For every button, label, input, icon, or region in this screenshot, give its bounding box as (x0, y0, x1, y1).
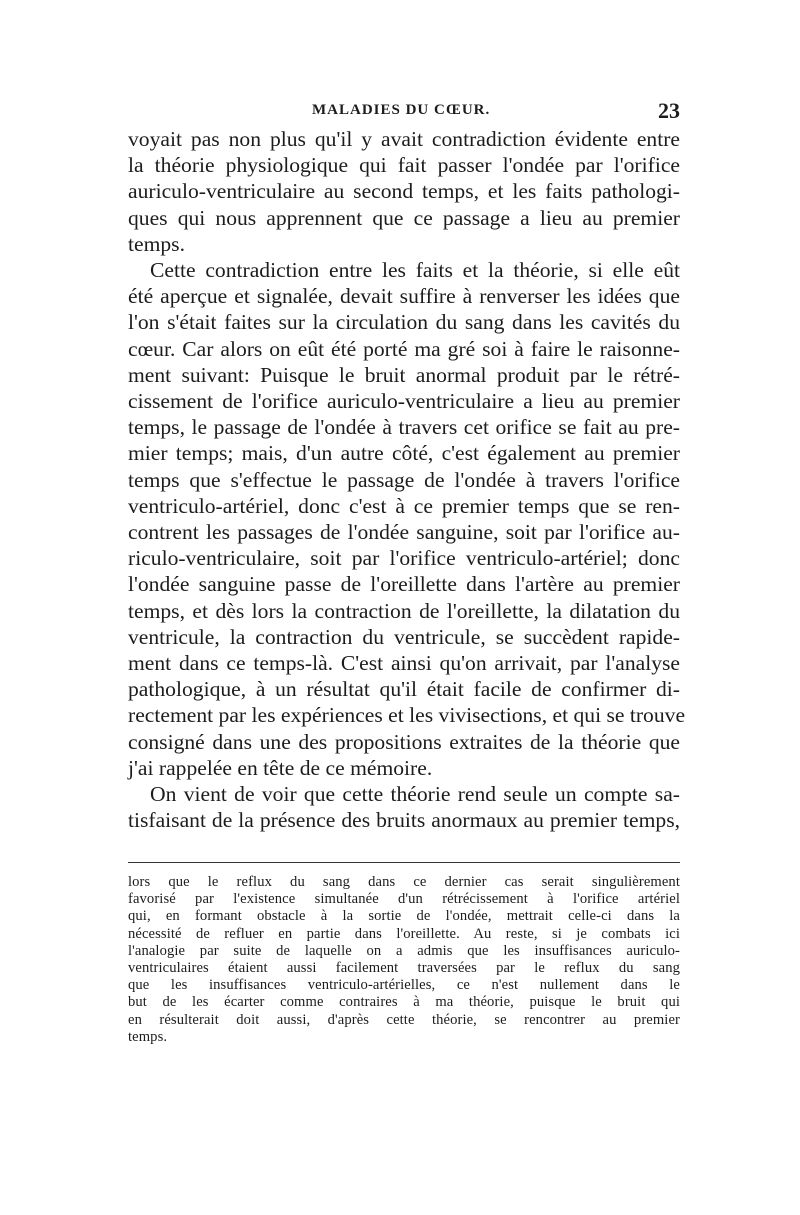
text-line: temps que s'effectue le passage de l'ondée à travers l'orifice (128, 467, 680, 492)
text-line: temps. (128, 231, 185, 256)
text-line: j'ai rappelée en tête de ce mémoire. (128, 755, 433, 780)
footnote-line: nécessité de refluer en partie dans l'oreillette. Au reste, si je combats ici (128, 925, 680, 942)
text-line: ventricule, la contraction du ventricule, se succèdent rapide- (128, 624, 680, 649)
text-line: contrent les passages de l'ondée sanguine, soit par l'orifice au- (128, 520, 680, 545)
footnote-line: but de les écarter comme contraires à ma théorie, puisque le bruit qui (128, 994, 680, 1011)
text-line: rectement par les expériences et les vivisections, et qui se trouve (128, 703, 686, 728)
text-line: On vient de voir que cette théorie rend seule un compte sa- (150, 782, 680, 807)
text-line: ques qui nous apprennent que ce passage a lieu au premier (128, 205, 680, 230)
footnote (128, 874, 680, 1046)
text-line: pathologique, à un résultat qu'il était facile de confirmer di- (128, 677, 680, 702)
footnote-line: lors que le reflux du sang dans ce dernier cas serait singulièrement (128, 874, 680, 890)
text-line: l'ondée sanguine passe de l'oreillette dans l'artère au premier (128, 572, 680, 597)
text-line: ventriculo-artériel, donc c'est à ce premier temps que se ren- (128, 493, 680, 518)
text-line: la théorie physiologique qui fait passer l'ondée par l'orifice (128, 153, 680, 178)
text-line: voyait pas non plus qu'il y avait contradiction évidente entre (128, 127, 680, 151)
page-header (128, 100, 680, 124)
running-title: MALADIES DU CŒUR. (312, 102, 491, 118)
footnote-line: en résulterait doit aussi, d'après cette théorie, se rencontrer au premier (128, 1011, 680, 1028)
text-line: tisfaisant de la présence des bruits anormaux au premier temps, (128, 808, 680, 833)
text-line: auriculo-ventriculaire au second temps, et les faits pathologi- (128, 179, 680, 204)
footnote-line: ventriculaires étaient aussi facilement traversées par le reflux du sang (128, 960, 680, 977)
page-number: 23 (658, 98, 680, 123)
text-line: ment suivant: Puisque le bruit anormal produit par le rétré- (128, 362, 680, 387)
text-line: temps, le passage de l'ondée à travers cet orifice se fait au pre- (128, 415, 680, 440)
text-line: ment dans ce temps-là. C'est ainsi qu'on arrivait, par l'analyse (128, 651, 680, 676)
text-line: Cette contradiction entre les faits et la théorie, si elle eût (150, 258, 680, 283)
main-text (128, 126, 686, 833)
footnote-line: temps. (128, 1028, 168, 1045)
text-line: riculo-ventriculaire, soit par l'orifice ventriculo-artériel; donc (128, 546, 680, 571)
footnote-line: l'analogie par suite de laquelle on a admis que les insuffisances auriculo- (128, 942, 680, 959)
text-line: temps, et dès lors la contraction de l'oreillette, la dilatation du (128, 598, 680, 623)
footnote-rule (128, 862, 680, 863)
footnote-line: favorisé par l'existence simultanée d'un rétrécissement à l'orifice artériel (128, 891, 680, 908)
text-line: cissement de l'orifice auriculo-ventriculaire a lieu au premier (128, 389, 680, 414)
footnote-line: qui, en formant obstacle à la sortie de l'ondée, mettrait celle-ci dans la (128, 908, 680, 925)
text-line: cœur. Car alors on eût été porté ma gré soi à faire le raisonne- (128, 336, 680, 361)
text-line: mier temps; mais, d'un autre côté, c'est également au premier (128, 441, 680, 466)
text-line: été aperçue et signalée, devait suffire à renverser les idées que (128, 284, 680, 309)
text-line: consigné dans une des propositions extraites de la théorie que (128, 729, 680, 754)
footnote-line: que les insuffisances ventriculo-artérielles, ce n'est nullement dans le (128, 977, 680, 994)
text-line: l'on s'était faites sur la circulation du sang dans les cavités du (128, 310, 680, 335)
